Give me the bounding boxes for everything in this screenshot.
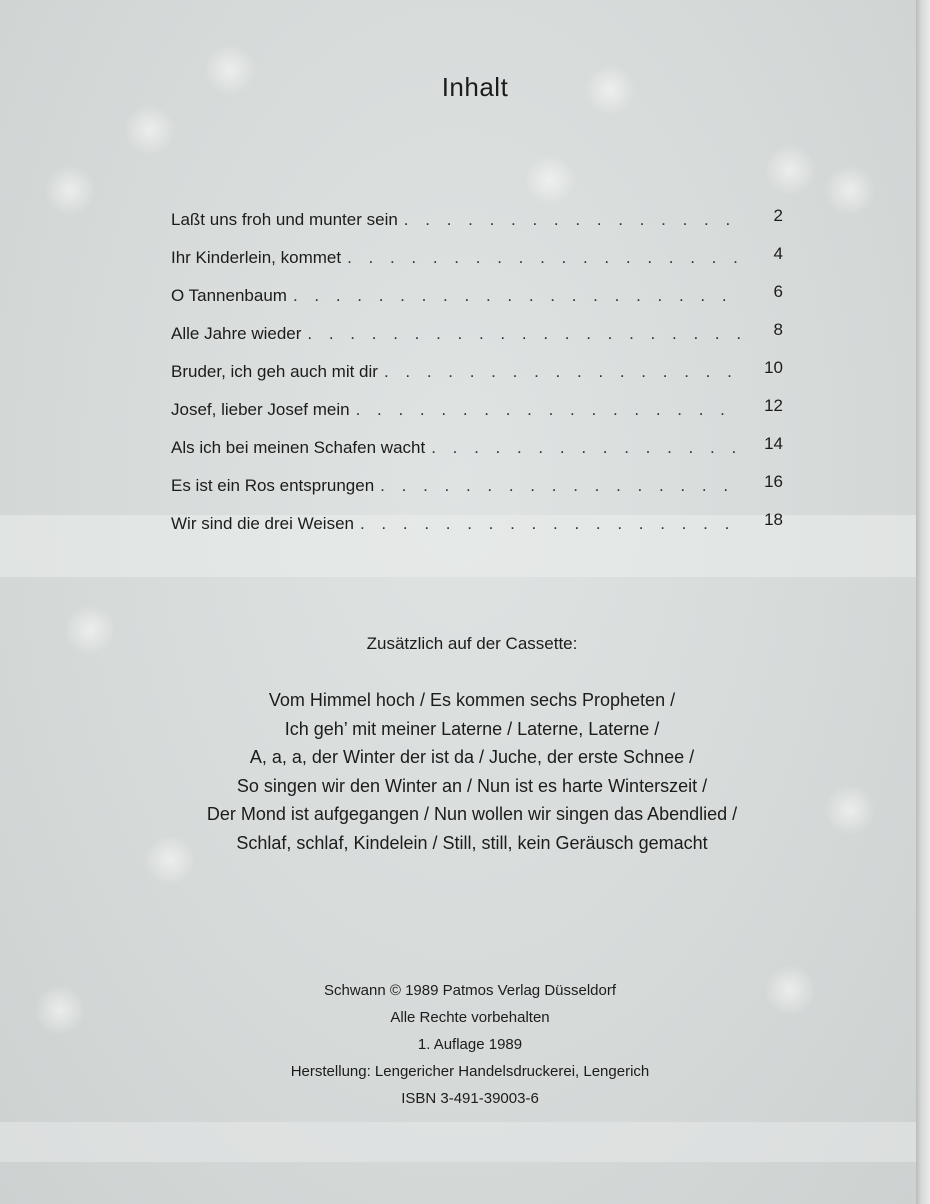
toc-entry-page: 6 xyxy=(773,282,783,301)
imprint-line: Alle Rechte vorbehalten xyxy=(390,1009,550,1026)
cassette-extras-list xyxy=(0,686,916,857)
cassette-extras-line: A, a, a, der Winter der ist da / Juche, der erste Schnee / xyxy=(249,747,695,767)
dot-leader xyxy=(347,248,743,268)
sparkle-decoration xyxy=(520,150,580,210)
publisher-imprint xyxy=(0,977,916,1112)
imprint-line: Schwann © 1989 Patmos Verlag Düsseldorf xyxy=(323,982,617,999)
toc-entry xyxy=(171,358,783,400)
toc-entry xyxy=(171,434,783,476)
dot-leader xyxy=(380,476,743,496)
dot-leader xyxy=(384,362,743,382)
sparkle-decoration xyxy=(40,160,100,220)
toc-entry-page: 4 xyxy=(773,244,783,263)
toc-entry-page: 10 xyxy=(764,358,783,377)
dot-leader xyxy=(293,286,743,306)
toc-entry-title: Josef, lieber Josef mein xyxy=(171,400,350,419)
toc-entry-title: Wir sind die drei Weisen xyxy=(171,514,354,533)
toc-entry-title: Es ist ein Ros entsprungen xyxy=(171,476,375,495)
sparkle-decoration xyxy=(820,160,880,220)
cassette-extras-line: Ich geh’ mit meiner Laterne / Laterne, Laterne / xyxy=(284,718,660,739)
sparkle-decoration xyxy=(120,100,180,160)
cassette-extras-line: Vom Himmel hoch / Es kommen sechs Propheten / xyxy=(268,690,676,710)
toc-entry-page: 2 xyxy=(773,206,783,225)
cassette-extras-heading: Zusätzlich auf der Cassette: xyxy=(366,634,578,653)
dot-leader xyxy=(404,210,743,230)
toc-entry-title: O Tannenbaum xyxy=(171,286,287,305)
dot-leader xyxy=(307,324,743,344)
toc-entry-page: 18 xyxy=(764,510,783,529)
toc-entry-title: Alle Jahre wieder xyxy=(171,324,302,343)
table-of-contents xyxy=(171,206,783,552)
toc-entry xyxy=(171,510,783,552)
page-edge xyxy=(916,0,930,1204)
cassette-extras-line: So singen wir den Winter an / Nun ist es harte Winterszeit / xyxy=(236,775,708,796)
toc-entry xyxy=(171,206,783,248)
cassette-extras-line: Der Mond ist aufgegangen / Nun wollen wir singen das Abendlied / xyxy=(206,804,738,824)
show-through-band-bottom xyxy=(0,1122,916,1162)
toc-entry-page: 8 xyxy=(773,320,783,339)
dot-leader xyxy=(356,400,743,420)
toc-entry xyxy=(171,244,783,286)
toc-entry-title: Laßt uns froh und munter sein xyxy=(171,210,398,229)
toc-entry xyxy=(171,282,783,324)
imprint-line: Herstellung: Lengericher Handelsdruckerei, Lengerich xyxy=(290,1063,650,1080)
toc-entry xyxy=(171,396,783,438)
dot-leader xyxy=(431,438,743,458)
toc-entry-page: 16 xyxy=(764,472,783,491)
imprint-line: ISBN 3-491-39003-6 xyxy=(401,1090,539,1107)
sparkle-decoration xyxy=(760,140,820,200)
toc-entry-title: Als ich bei meinen Schafen wacht xyxy=(171,438,426,457)
toc-entry-title: Bruder, ich geh auch mit dir xyxy=(171,362,378,381)
cassette-extras-line: Schlaf, schlaf, Kindelein / Still, still, kein Geräusch gemacht xyxy=(236,832,708,853)
toc-entry-title: Ihr Kinderlein, kommet xyxy=(171,248,342,267)
toc-entry-page: 12 xyxy=(764,396,783,415)
toc-entry xyxy=(171,472,783,514)
page-title: Inhalt xyxy=(441,72,509,102)
toc-entry-page: 14 xyxy=(764,434,783,453)
dot-leader xyxy=(360,514,743,534)
imprint-line: 1. Auflage 1989 xyxy=(417,1036,523,1053)
toc-entry xyxy=(171,320,783,362)
